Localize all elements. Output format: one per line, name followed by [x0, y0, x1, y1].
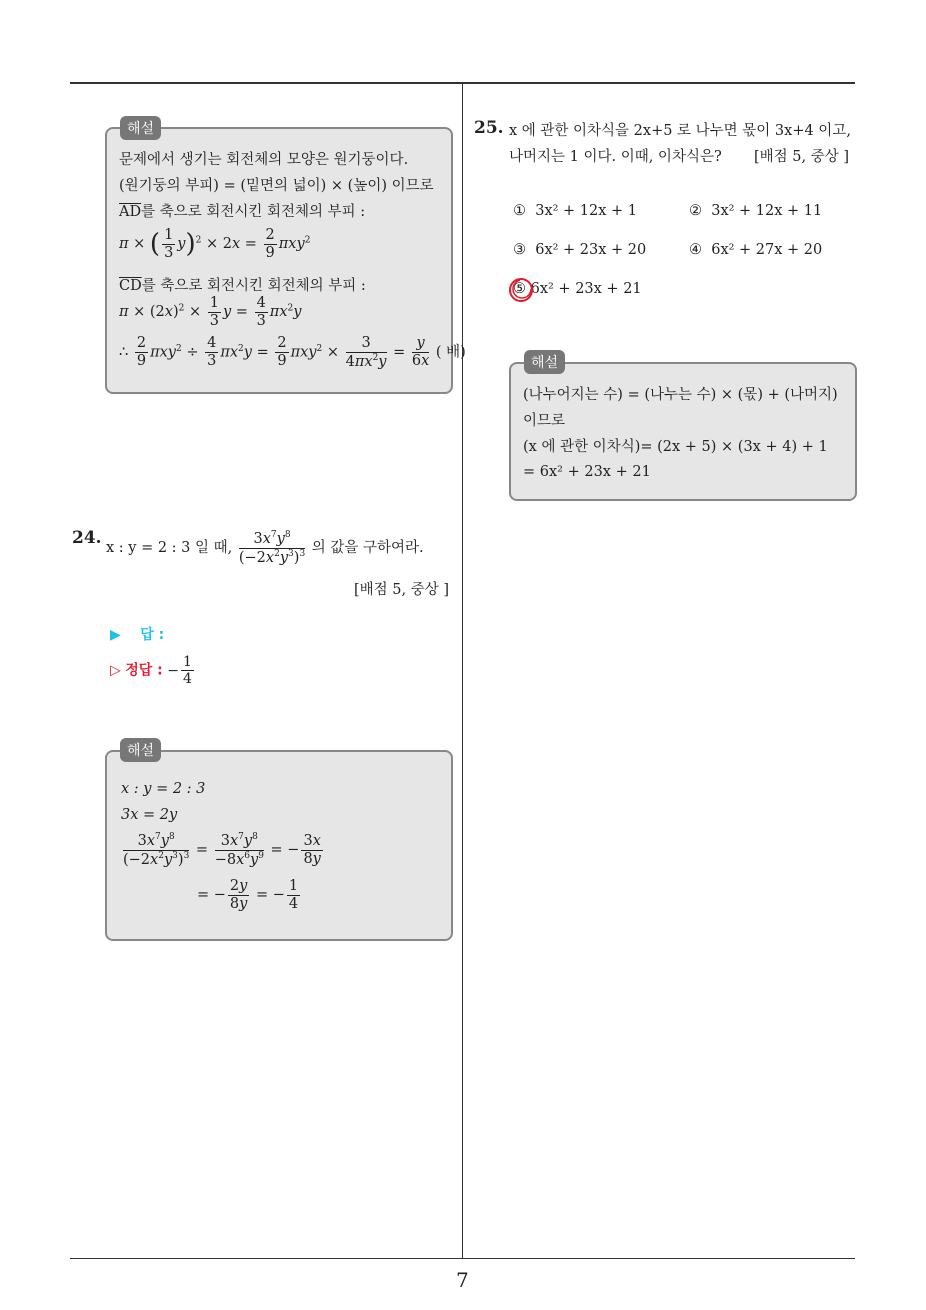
column-divider	[462, 84, 463, 1259]
answer-row	[110, 624, 164, 644]
bottom-rule	[70, 1258, 855, 1259]
solution-q25-line-2: 이므로	[523, 413, 566, 429]
solution-tag-q25: 해설	[524, 350, 565, 374]
solution-a-formula-3: ∴ $\frac{2}{9}$ πxy$^2$ ÷ $\frac{4}{3}$ $\pi x^2y$ = $\frac{2}{9}$ πxy$^2$ × $\frac{3}{4\pi x^2y}$ = $\frac{y}{6x}$ ( 배)	[119, 335, 466, 370]
question-24-text: x : y = 2 : 3 일 때, $\frac{3x^7y^8}{(-2x^2y^3)^3}$ 의 값을 구하여라.	[106, 530, 424, 566]
solution-a-formula-1: π × ( $\frac{1}{3}$ y)$^2$ × 2x = $\frac{2}{9}$ πxy$^2$	[119, 227, 311, 261]
solution-a-line-5: $\overline{CD}$를 축으로 회전시킨 회전체의 부피 :	[119, 278, 366, 294]
solution-q25-line-3: (x 에 관한 이차식)= (2x + 5) × (3x + 4) + 1	[523, 439, 828, 455]
option-1[interactable]: ① 3x² + 12x + 1	[513, 203, 638, 219]
solution-b-line-2: 3x = 2y	[121, 807, 178, 823]
option-3-mark: ③	[513, 242, 526, 258]
segment-cd: $\overline{CD}$	[119, 278, 142, 294]
solution-b-line-1: x : y = 2 : 3	[121, 781, 206, 797]
solution-box-q25	[509, 362, 857, 501]
solution-q25-line-4: = 6x² + 23x + 21	[523, 464, 651, 480]
solution-a-line-3: $\overline{AD}$를 축으로 회전시킨 회전체의 부피 :	[119, 204, 366, 220]
segment-ad: $\overline{AD}$	[119, 204, 142, 220]
option-5-mark: ⑤	[513, 281, 526, 297]
correct-arrow-icon: ▷	[110, 662, 121, 679]
option-1-mark: ①	[513, 203, 526, 219]
question-25-number: 25.	[474, 118, 504, 138]
solution-q25-line-1: (나누어지는 수) = (나누는 수) × (몫) + (나머지)	[523, 387, 838, 403]
solution-tag-b: 해설	[120, 738, 161, 762]
option-5[interactable]: ⑤ 6x² + 23x + 21	[513, 281, 642, 297]
solution-tag-a: 해설	[120, 116, 161, 140]
solution-b-formula-2: = − $\frac{2y}{8y}$ = − $\frac{1}{4}$	[197, 878, 299, 912]
question-25-line-1: x 에 관한 이차식을 2x+5 로 나누면 몫이 3x+4 이고,	[509, 123, 851, 139]
answer-label: 답 :	[140, 627, 165, 643]
page-number: 7	[456, 1268, 469, 1292]
option-2-mark: ②	[689, 203, 702, 219]
solution-a-formula-2: $\pi \times (2x)^2$ × $\frac{1}{3}$ y = $\frac{4}{3}$ $\pi x^2y$	[119, 295, 302, 329]
question-24-number: 24.	[72, 528, 102, 548]
correct-label: 정답 :	[125, 662, 163, 679]
solution-a-line-2: (원기둥의 부피) = (밑면의 넓이) × (높이) 이므로	[119, 178, 434, 194]
option-4-mark: ④	[689, 242, 702, 258]
question-24-meta: [배점 5, 중상 ]	[354, 582, 450, 598]
solution-box-b	[105, 750, 453, 941]
option-3[interactable]: ③ 6x² + 23x + 20	[513, 242, 647, 258]
option-4[interactable]: ④ 6x² + 27x + 20	[689, 242, 823, 258]
answer-arrow-icon: ▶	[110, 627, 121, 643]
question-25-line-2: 나머지는 1 이다. 이때, 이차식은?	[509, 149, 722, 165]
correct-value: − $\frac{1}{4}$	[167, 654, 192, 688]
unit-label: ( 배)	[435, 344, 466, 361]
correct-row	[110, 654, 196, 687]
selected-answer-circle-icon	[507, 275, 537, 305]
answer-input[interactable]	[175, 622, 375, 642]
question-25-meta: [배점 5, 중상 ]	[754, 149, 850, 165]
solution-a-line-1: 문제에서 생기는 회전체의 모양은 원기둥이다.	[119, 152, 409, 168]
option-2[interactable]: ② 3x² + 12x + 11	[689, 203, 823, 219]
solution-b-formula-1: $\frac{3x^7y^8}{(-2x^2y^3)^3}$ = $\frac{3x^7y^8}{-8x^6y^9}$ = − $\frac{3x}{8y}$	[123, 832, 321, 868]
solution-box-a	[105, 127, 466, 394]
